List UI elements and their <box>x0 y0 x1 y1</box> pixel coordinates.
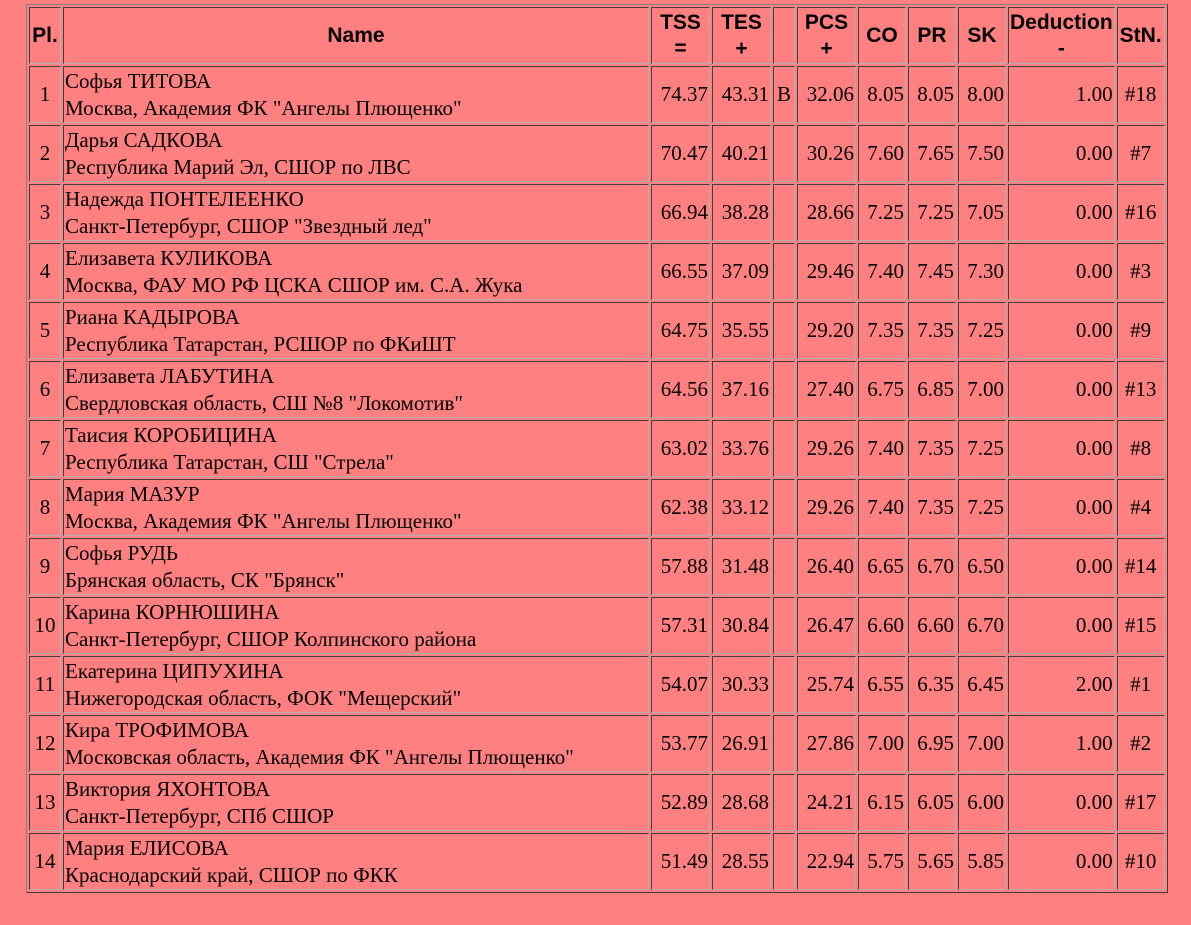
cell-flag <box>773 656 795 713</box>
cell-name <box>63 715 649 772</box>
skater-name: Таисия КОРОБИЦИНА <box>65 422 277 447</box>
cell-flag <box>773 538 795 595</box>
cell-name <box>63 774 649 831</box>
cell-flag <box>773 833 795 890</box>
deduction-operator: - <box>1057 36 1065 60</box>
cell-pcs: 27.40 <box>797 361 856 418</box>
cell-sk: 6.50 <box>958 538 1006 595</box>
cell-pr: 6.85 <box>908 361 956 418</box>
skater-name: Мария МАЗУР <box>65 481 200 506</box>
cell-pr: 7.65 <box>908 125 956 182</box>
cell-pcs: 30.26 <box>797 125 856 182</box>
cell-place: 9 <box>29 538 61 595</box>
cell-sk: 7.30 <box>958 243 1006 300</box>
cell-tss: 64.75 <box>651 302 710 359</box>
cell-flag <box>773 302 795 359</box>
cell-pr: 6.05 <box>908 774 956 831</box>
cell-deduction: 0.00 <box>1008 774 1115 831</box>
pcs-label: PCS <box>804 10 849 34</box>
skater-name: Елизавета ЛАБУТИНА <box>65 363 275 388</box>
cell-sk: 7.05 <box>958 184 1006 241</box>
col-header-tss <box>651 7 710 64</box>
tes-operator: + <box>735 36 748 60</box>
cell-tes: 37.16 <box>712 361 771 418</box>
cell-co: 7.35 <box>858 302 906 359</box>
cell-flag <box>773 243 795 300</box>
table-row <box>29 184 1165 241</box>
cell-place: 11 <box>29 656 61 713</box>
cell-deduction: 0.00 <box>1008 184 1115 241</box>
skater-name: Мария ЕЛИСОВА <box>65 835 229 860</box>
cell-name <box>63 479 649 536</box>
results-table <box>26 4 1168 893</box>
cell-pcs: 26.40 <box>797 538 856 595</box>
cell-tss: 52.89 <box>651 774 710 831</box>
table-row <box>29 420 1165 477</box>
cell-tes: 35.55 <box>712 302 771 359</box>
cell-start-number: #17 <box>1117 774 1165 831</box>
cell-place: 7 <box>29 420 61 477</box>
cell-pcs: 32.06 <box>797 66 856 123</box>
cell-place: 14 <box>29 833 61 890</box>
cell-place: 2 <box>29 125 61 182</box>
cell-flag: B <box>773 66 795 123</box>
skater-name: Софья РУДЬ <box>65 540 178 565</box>
cell-pr: 5.65 <box>908 833 956 890</box>
cell-pr: 6.95 <box>908 715 956 772</box>
cell-flag <box>773 479 795 536</box>
cell-co: 6.55 <box>858 656 906 713</box>
cell-pr: 7.35 <box>908 479 956 536</box>
cell-pcs: 27.86 <box>797 715 856 772</box>
cell-co: 6.60 <box>858 597 906 654</box>
skater-club: Московская область, Академия ФК "Ангелы Плющенко" <box>65 744 574 769</box>
cell-start-number: #3 <box>1117 243 1165 300</box>
cell-flag <box>773 361 795 418</box>
cell-pcs: 29.20 <box>797 302 856 359</box>
skater-name: Дарья САДКОВА <box>65 127 223 152</box>
cell-co: 7.25 <box>858 184 906 241</box>
cell-tes: 31.48 <box>712 538 771 595</box>
skater-name: Кира ТРОФИМОВА <box>65 717 249 742</box>
cell-flag <box>773 715 795 772</box>
cell-flag <box>773 125 795 182</box>
results-table-header <box>29 7 1165 64</box>
col-header-sk: SK <box>958 7 1006 64</box>
cell-pr: 6.70 <box>908 538 956 595</box>
col-header-deduction <box>1008 7 1115 64</box>
cell-co: 6.15 <box>858 774 906 831</box>
results-table-body <box>29 66 1165 890</box>
cell-sk: 7.25 <box>958 420 1006 477</box>
cell-sk: 6.45 <box>958 656 1006 713</box>
cell-flag <box>773 420 795 477</box>
cell-sk: 7.25 <box>958 302 1006 359</box>
cell-sk: 8.00 <box>958 66 1006 123</box>
cell-place: 1 <box>29 66 61 123</box>
cell-deduction: 0.00 <box>1008 125 1115 182</box>
cell-deduction: 0.00 <box>1008 361 1115 418</box>
cell-sk: 6.00 <box>958 774 1006 831</box>
cell-tss: 62.38 <box>651 479 710 536</box>
cell-start-number: #18 <box>1117 66 1165 123</box>
cell-deduction: 0.00 <box>1008 302 1115 359</box>
cell-tes: 30.84 <box>712 597 771 654</box>
cell-deduction: 0.00 <box>1008 243 1115 300</box>
cell-start-number: #15 <box>1117 597 1165 654</box>
cell-pcs: 25.74 <box>797 656 856 713</box>
cell-name <box>63 66 649 123</box>
cell-deduction: 0.00 <box>1008 479 1115 536</box>
cell-pr: 7.35 <box>908 302 956 359</box>
cell-place: 6 <box>29 361 61 418</box>
tes-label: TES <box>721 10 762 34</box>
cell-pr: 7.35 <box>908 420 956 477</box>
table-row <box>29 597 1165 654</box>
cell-co: 6.75 <box>858 361 906 418</box>
cell-place: 12 <box>29 715 61 772</box>
col-header-flag <box>773 7 795 64</box>
cell-tes: 38.28 <box>712 184 771 241</box>
skater-name: Карина КОРНЮШИНА <box>65 599 280 624</box>
cell-deduction: 0.00 <box>1008 420 1115 477</box>
cell-place: 10 <box>29 597 61 654</box>
cell-sk: 7.50 <box>958 125 1006 182</box>
header-row <box>29 7 1165 64</box>
table-row <box>29 656 1165 713</box>
skater-club: Республика Марий Эл, СШОР по ЛВС <box>65 154 411 179</box>
skater-club: Санкт-Петербург, СШОР "Звездный лед" <box>65 213 432 238</box>
cell-sk: 7.25 <box>958 479 1006 536</box>
cell-tes: 33.76 <box>712 420 771 477</box>
cell-name <box>63 243 649 300</box>
cell-place: 3 <box>29 184 61 241</box>
skater-club: Нижегородская область, ФОК "Мещерский" <box>65 685 462 710</box>
cell-pr: 6.35 <box>908 656 956 713</box>
cell-tss: 53.77 <box>651 715 710 772</box>
skater-name: Риана КАДЫРОВА <box>65 304 240 329</box>
cell-pr: 7.45 <box>908 243 956 300</box>
cell-tes: 33.12 <box>712 479 771 536</box>
cell-flag <box>773 184 795 241</box>
cell-place: 8 <box>29 479 61 536</box>
cell-pr: 8.05 <box>908 66 956 123</box>
cell-start-number: #4 <box>1117 479 1165 536</box>
cell-deduction: 0.00 <box>1008 538 1115 595</box>
cell-tss: 57.31 <box>651 597 710 654</box>
pcs-operator: + <box>820 36 833 60</box>
skater-club: Краснодарский край, СШОР по ФКК <box>65 862 398 887</box>
cell-tss: 70.47 <box>651 125 710 182</box>
table-row <box>29 125 1165 182</box>
cell-deduction: 0.00 <box>1008 833 1115 890</box>
cell-start-number: #10 <box>1117 833 1165 890</box>
skater-club: Москва, Академия ФК "Ангелы Плющенко" <box>65 508 462 533</box>
col-header-pcs <box>797 7 856 64</box>
cell-tes: 26.91 <box>712 715 771 772</box>
cell-deduction: 1.00 <box>1008 66 1115 123</box>
skater-name: Виктория ЯХОНТОВА <box>65 776 271 801</box>
skater-club: Брянская область, СК "Брянск" <box>65 567 345 592</box>
cell-place: 5 <box>29 302 61 359</box>
cell-tss: 66.55 <box>651 243 710 300</box>
table-row <box>29 774 1165 831</box>
skater-club: Республика Татарстан, СШ "Стрела" <box>65 449 394 474</box>
cell-tss: 64.56 <box>651 361 710 418</box>
cell-name <box>63 184 649 241</box>
cell-co: 6.65 <box>858 538 906 595</box>
cell-deduction: 1.00 <box>1008 715 1115 772</box>
cell-deduction: 2.00 <box>1008 656 1115 713</box>
cell-co: 8.05 <box>858 66 906 123</box>
cell-name <box>63 538 649 595</box>
table-row <box>29 66 1165 123</box>
cell-tss: 57.88 <box>651 538 710 595</box>
cell-name <box>63 302 649 359</box>
skater-club: Республика Татарстан, РСШОР по ФКиШТ <box>65 331 456 356</box>
table-row <box>29 715 1165 772</box>
cell-tes: 40.21 <box>712 125 771 182</box>
cell-start-number: #13 <box>1117 361 1165 418</box>
col-header-pr: PR <box>908 7 956 64</box>
cell-start-number: #7 <box>1117 125 1165 182</box>
skater-club: Свердловская область, СШ №8 "Локомотив" <box>65 390 463 415</box>
cell-co: 7.40 <box>858 420 906 477</box>
table-row <box>29 833 1165 890</box>
cell-co: 7.60 <box>858 125 906 182</box>
cell-start-number: #16 <box>1117 184 1165 241</box>
cell-tss: 54.07 <box>651 656 710 713</box>
cell-pcs: 26.47 <box>797 597 856 654</box>
cell-name <box>63 125 649 182</box>
skater-name: Софья ТИТОВА <box>65 68 212 93</box>
cell-sk: 7.00 <box>958 361 1006 418</box>
cell-co: 7.00 <box>858 715 906 772</box>
cell-pcs: 29.26 <box>797 420 856 477</box>
tss-label: TSS <box>660 10 701 34</box>
cell-tes: 28.55 <box>712 833 771 890</box>
table-row <box>29 243 1165 300</box>
cell-name <box>63 656 649 713</box>
cell-pcs: 29.26 <box>797 479 856 536</box>
cell-pr: 7.25 <box>908 184 956 241</box>
skater-club: Москва, ФАУ МО РФ ЦСКА СШОР им. С.А. Жука <box>65 272 523 297</box>
cell-start-number: #14 <box>1117 538 1165 595</box>
col-header-co: CO <box>858 7 906 64</box>
cell-place: 4 <box>29 243 61 300</box>
cell-tes: 30.33 <box>712 656 771 713</box>
cell-co: 7.40 <box>858 243 906 300</box>
cell-sk: 7.00 <box>958 715 1006 772</box>
table-row <box>29 302 1165 359</box>
cell-flag <box>773 774 795 831</box>
cell-tss: 74.37 <box>651 66 710 123</box>
cell-tes: 37.09 <box>712 243 771 300</box>
col-header-name: Name <box>63 7 649 64</box>
skater-name: Надежда ПОНТЕЛЕЕНКО <box>65 186 304 211</box>
cell-start-number: #9 <box>1117 302 1165 359</box>
cell-place: 13 <box>29 774 61 831</box>
col-header-start-number: StN. <box>1117 7 1165 64</box>
cell-co: 7.40 <box>858 479 906 536</box>
table-row <box>29 479 1165 536</box>
skater-club: Москва, Академия ФК "Ангелы Плющенко" <box>65 95 462 120</box>
cell-flag <box>773 597 795 654</box>
cell-tss: 63.02 <box>651 420 710 477</box>
cell-deduction: 0.00 <box>1008 597 1115 654</box>
cell-pcs: 28.66 <box>797 184 856 241</box>
cell-tes: 43.31 <box>712 66 771 123</box>
deduction-label: Deduction <box>1010 10 1113 34</box>
cell-name <box>63 361 649 418</box>
skater-club: Санкт-Петербург, СПб СШОР <box>65 803 334 828</box>
cell-sk: 5.85 <box>958 833 1006 890</box>
skater-name: Екатерина ЦИПУХИНА <box>65 658 284 683</box>
cell-co: 5.75 <box>858 833 906 890</box>
cell-tss: 51.49 <box>651 833 710 890</box>
cell-pcs: 22.94 <box>797 833 856 890</box>
cell-pr: 6.60 <box>908 597 956 654</box>
cell-tss: 66.94 <box>651 184 710 241</box>
skater-name: Елизавета КУЛИКОВА <box>65 245 273 270</box>
cell-name <box>63 833 649 890</box>
tss-operator: = <box>674 36 687 60</box>
cell-pcs: 24.21 <box>797 774 856 831</box>
table-row <box>29 361 1165 418</box>
skater-club: Санкт-Петербург, СШОР Колпинского района <box>65 626 477 651</box>
cell-name <box>63 420 649 477</box>
cell-start-number: #8 <box>1117 420 1165 477</box>
col-header-place: Pl. <box>29 7 61 64</box>
cell-sk: 6.70 <box>958 597 1006 654</box>
cell-start-number: #1 <box>1117 656 1165 713</box>
table-row <box>29 538 1165 595</box>
col-header-tes <box>712 7 771 64</box>
cell-name <box>63 597 649 654</box>
cell-tes: 28.68 <box>712 774 771 831</box>
cell-start-number: #2 <box>1117 715 1165 772</box>
cell-pcs: 29.46 <box>797 243 856 300</box>
